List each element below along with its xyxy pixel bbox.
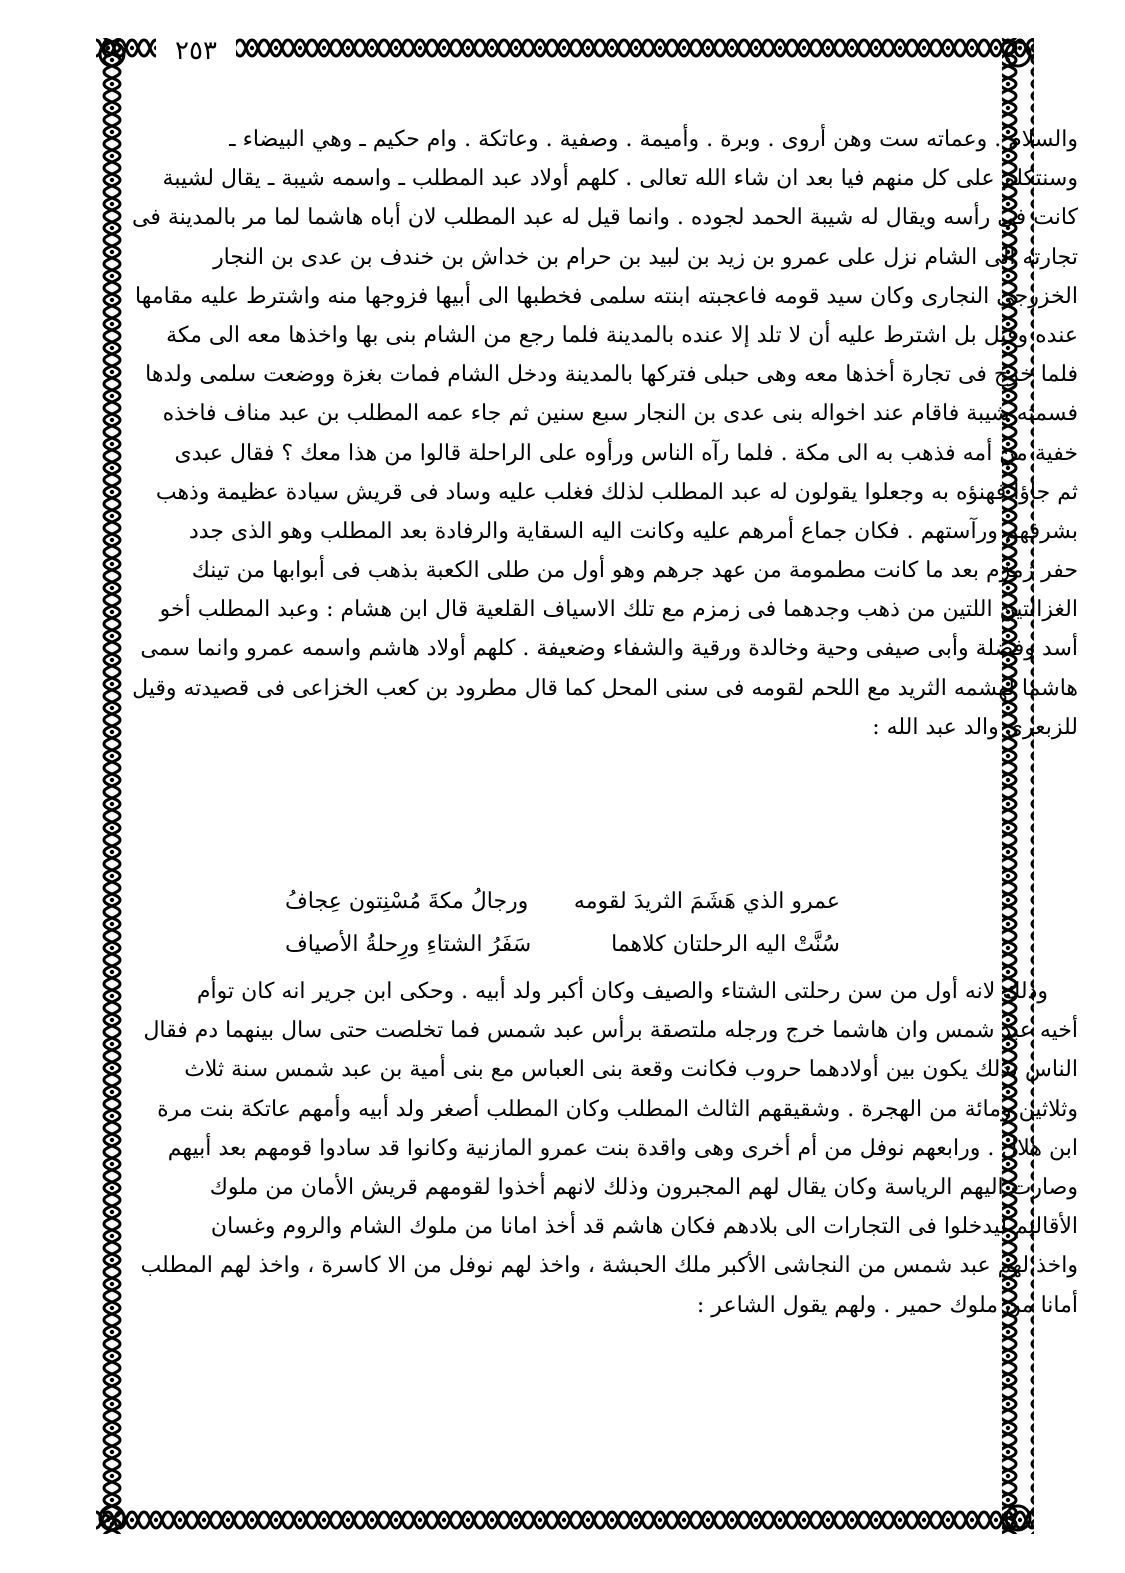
text-line-2: وسنتكلم على كل منهم فيا بعد ان شاء الله تعالى . كلهم أولاد عبد المطلب ـ واسمه شيبة ـ يقال لشيبة	[162, 166, 1078, 192]
verse-1-second-hemistich: ورجالُ مكةَ مُسْنِتون عِجافُ	[285, 889, 529, 914]
verse-2-first-hemistich: سُنَّتْ اليه الرحلتان كلاهما	[611, 932, 840, 957]
text-line-18: أخيه عبد شمس وان هاشما خرج ورجله ملتصقة برأس عبد شمس فما تخلصت حتى سال بينهما دم فقال	[143, 1018, 1078, 1044]
text-line-3: كانت فى رأسه ويقال له شيبة الحمد لجوده . وانما قيل له عبد المطلب لان أباه هاشما لما مر بالمدينة فى	[132, 205, 1078, 231]
page-number: ٢٥٣	[156, 34, 236, 68]
text-line-21: ابن هلال . ورابعهم نوفل من أم أخرى وهى واقدة بنت عمرو المازنية وكانوا قد سادوا قومهم بعد أبيهم	[167, 1135, 1078, 1161]
verse-1	[285, 880, 840, 923]
text-line-1: والسلام . وعماته ست وهن أروى . وبرة . وأميمة . وصفية . وعاتكة . وام حكيم ـ وهي البيضاء ـ	[229, 127, 1078, 152]
verse-1-first-hemistich: عمرو الذي هَشَمَ الثريدَ لقومه	[573, 889, 840, 914]
text-line-13: الغزالتين اللتين من ذهب وجدهما فى زمزم مع تلك الاسياف القلعية قال ابن هشام : وعبد المطلب أخو	[159, 597, 1078, 623]
text-line-15: هاشما لهشمه الثريد مع اللحم لقومه فى سنى المحل كما قال مطرود بن كعب الخزاعى فى قصيدته وقيل	[132, 675, 1078, 701]
text-line-6: عنده وقيل بل اشترط عليه أن لا تلد إلا عنده بالمدينة فلما رجع من الشام بنى بها واخذها معه الى مكة	[166, 322, 1078, 348]
text-line-7: فلما خرج فى تجارة أخذها معه وهى حبلى فتركها بالمدينة ودخل الشام فمات بغزة ووضعت سلمى ولدها	[145, 362, 1078, 388]
text-line-17: وذلك لانه أول من سن رحلتى الشتاء والصيف وكان أكبر ولد أبيه . وحكى ابن جرير انه كان توأم	[196, 979, 1048, 1004]
poem-verses	[285, 880, 840, 966]
main-text-continued	[140, 972, 1078, 1325]
text-line-8: فسمته شيبة فاقام عند اخواله بنى عدى بن النجار سبع سنين ثم جاء عمه المطلب بن عبد مناف فاخذه	[162, 401, 1078, 427]
text-line-16: للزبعرى والد عبد الله :	[872, 714, 1078, 740]
text-line-23: الأقاليم ليدخلوا فى التجارات الى بلادهم فكان هاشم قد أخذ امانا من ملوك الشام والروم وغسان	[210, 1214, 1078, 1240]
text-line-20: وثلاثين ومائة من الهجرة . وشقيقهم الثالث المطلب وكان المطلب أصغر ولد أبيه وأمهم عاتكة بنت مرة	[157, 1096, 1078, 1122]
text-line-19: الناس بذلك يكون بين أولادهما حروب فكانت وقعة بنى العباس مع بنى أمية بن عبد شمس سنة ثلاث	[184, 1057, 1078, 1083]
text-line-10: ثم جاؤا فهنؤه به وجعلوا يقولون له عبد المطلب لذلك فغلب عليه وساد فى قريش سيادة عظيمة وذهب	[155, 479, 1078, 505]
text-line-4: تجارته الى الشام نزل على عمرو بن زيد بن لبيد بن حرام بن خداش بن خندف بن عدى بن النجار	[213, 244, 1078, 270]
text-line-24: واخذ لهم عبد شمس من النجاشى الأكبر ملك الحبشة ، واخذ لهم نوفل من الا كاسرة ، واخذ لهم المطلب	[140, 1253, 1078, 1279]
text-line-11: بشرفهم ورآستهم . فكان جماع أمرهم عليه وكانت اليه السقاية والرفادة بعد المطلب وهو الذى جدد	[188, 518, 1078, 544]
text-line-5: الخزرجي النجارى وكان سيد قومه فاعجبته ابنته سلمى فخطبها الى أبيها فزوجها منه واشترط عليه مقامها	[135, 283, 1078, 309]
text-line-12: حفر زمزم بعد ما كانت مطمومة من عهد جرهم وهو أول من طلى الكعبة بذهب فى أبوابها من تينك	[191, 558, 1078, 584]
text-line-14: أسد وفضلة وأبى صيفى وحية وخالدة ورقية والشفاء وضعيفة . كلهم أولاد هاشم واسمه عمرو وانما سمى	[140, 636, 1078, 662]
verse-2-second-hemistich: سَفَرُ الشتاءِ ورِحلةُ الأصياف	[285, 932, 532, 957]
text-line-9: خفية من أمه فذهب به الى مكة . فلما رآه الناس ورأوه على الراحلة قالوا من هذا معك ؟ فقال عبدى	[174, 440, 1078, 466]
text-line-25: أمانا من ملوك حمير . ولهم يقول الشاعر :	[696, 1292, 1078, 1318]
verse-2	[285, 923, 840, 966]
main-text	[132, 120, 1078, 747]
text-line-22: وصارت اليهم الرياسة وكان يقال لهم المجبرون وذلك لانهم أخذوا لقومهم قريش الأمان من ملوك	[209, 1174, 1078, 1200]
